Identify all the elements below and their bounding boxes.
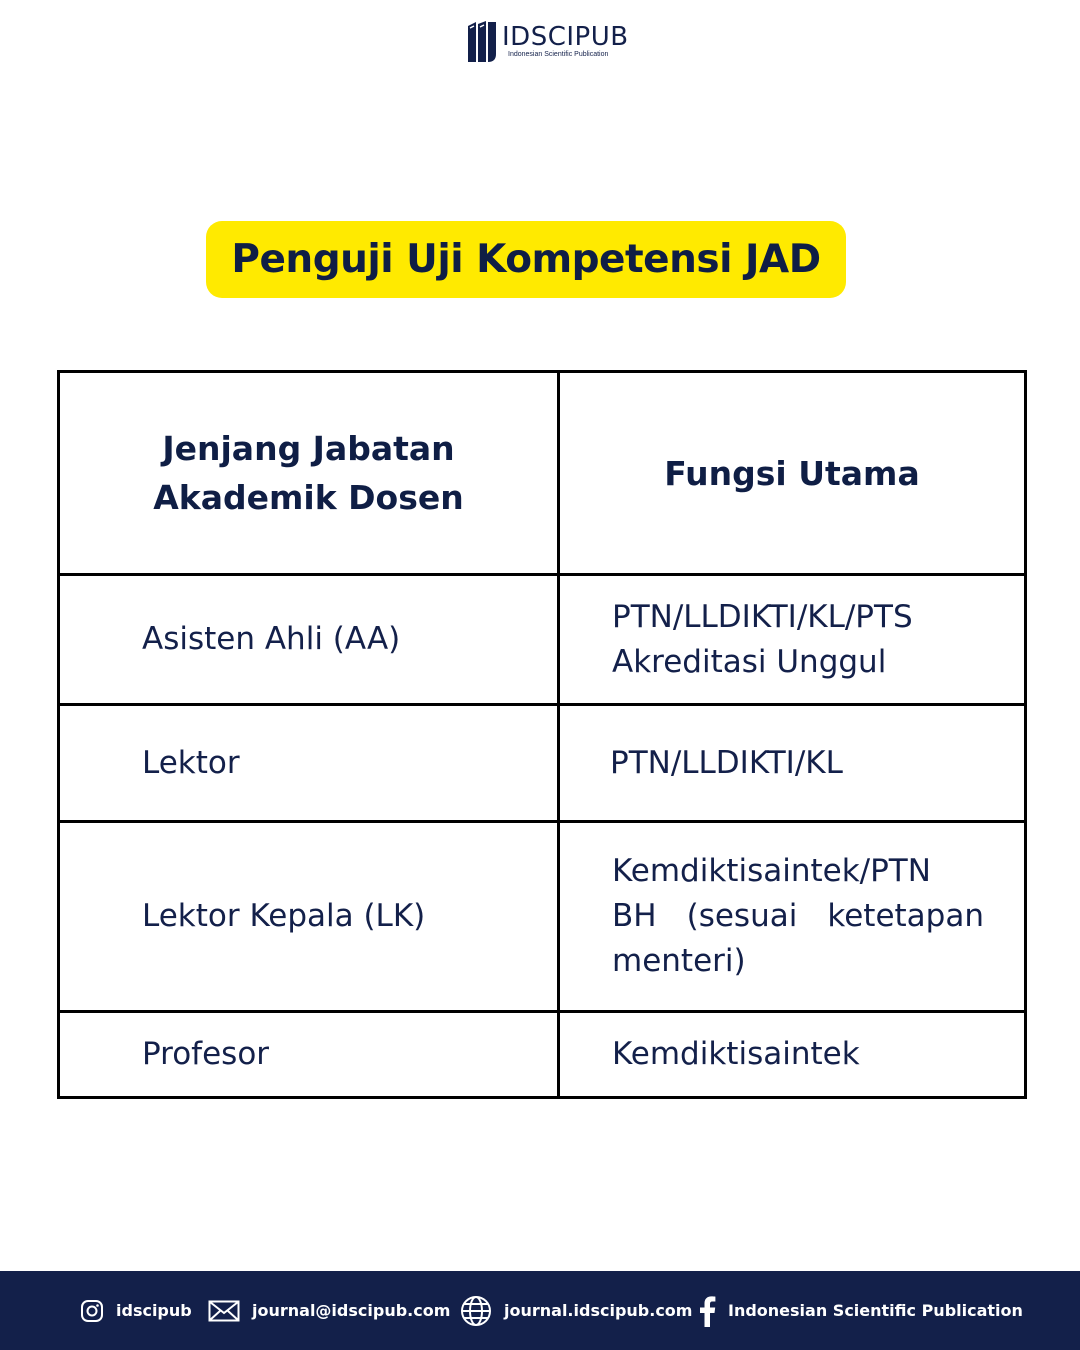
cell-function: Kemdiktisaintek/PTN BH (sesuai ketetapan menteri): [559, 822, 1026, 1012]
mail-icon: [208, 1300, 240, 1322]
cell-function-line: PTN/LLDIKTI/KL/PTS: [612, 598, 913, 635]
cell-level: Lektor Kepala (LK): [59, 822, 559, 1012]
penguji-table: [57, 370, 1027, 1099]
idscipub-logo-icon: [464, 18, 498, 64]
facebook-icon: [698, 1295, 716, 1327]
instagram-handle: idscipub: [116, 1301, 192, 1320]
facebook-page: Indonesian Scientific Publication: [728, 1301, 1023, 1320]
cell-level: Asisten Ahli (AA): [59, 575, 559, 705]
globe-icon: [460, 1295, 492, 1327]
footer-website[interactable]: [460, 1271, 692, 1350]
footer-email[interactable]: [208, 1271, 450, 1350]
cell-function: Kemdiktisaintek: [559, 1012, 1026, 1098]
header-jenjang-line1: Jenjang Jabatan: [162, 429, 455, 468]
instagram-icon: [80, 1299, 104, 1323]
title-banner: [206, 221, 846, 298]
header-jenjang: [59, 372, 559, 575]
footer-bar: [0, 1271, 1080, 1350]
cell-function: [559, 575, 1026, 705]
cell-function-line: Akreditasi Unggul: [612, 643, 887, 680]
footer-facebook[interactable]: [698, 1271, 1023, 1350]
table-header-row: [59, 372, 1026, 575]
cell-level: Profesor: [59, 1012, 559, 1098]
email-address: journal@idscipub.com: [252, 1301, 451, 1320]
page-title: Penguji Uji Kompetensi JAD: [231, 237, 821, 282]
cell-level: Lektor: [59, 705, 559, 822]
brand-name: IDSCIPUB: [502, 22, 629, 52]
table-row: [59, 822, 1026, 1012]
header-jenjang-line2: Akademik Dosen: [153, 478, 464, 517]
table-row: [59, 705, 1026, 822]
footer-instagram[interactable]: [80, 1271, 192, 1350]
header-fungsi: Fungsi Utama: [559, 372, 1026, 575]
brand-tagline: Indonesian Scientific Publication: [508, 51, 609, 58]
cell-function: PTN/LLDIKTI/KL: [559, 705, 1026, 822]
table-row: [59, 1012, 1026, 1098]
website-url: journal.idscipub.com: [504, 1301, 693, 1320]
brand-logo: [464, 18, 629, 64]
table-row: [59, 575, 1026, 705]
